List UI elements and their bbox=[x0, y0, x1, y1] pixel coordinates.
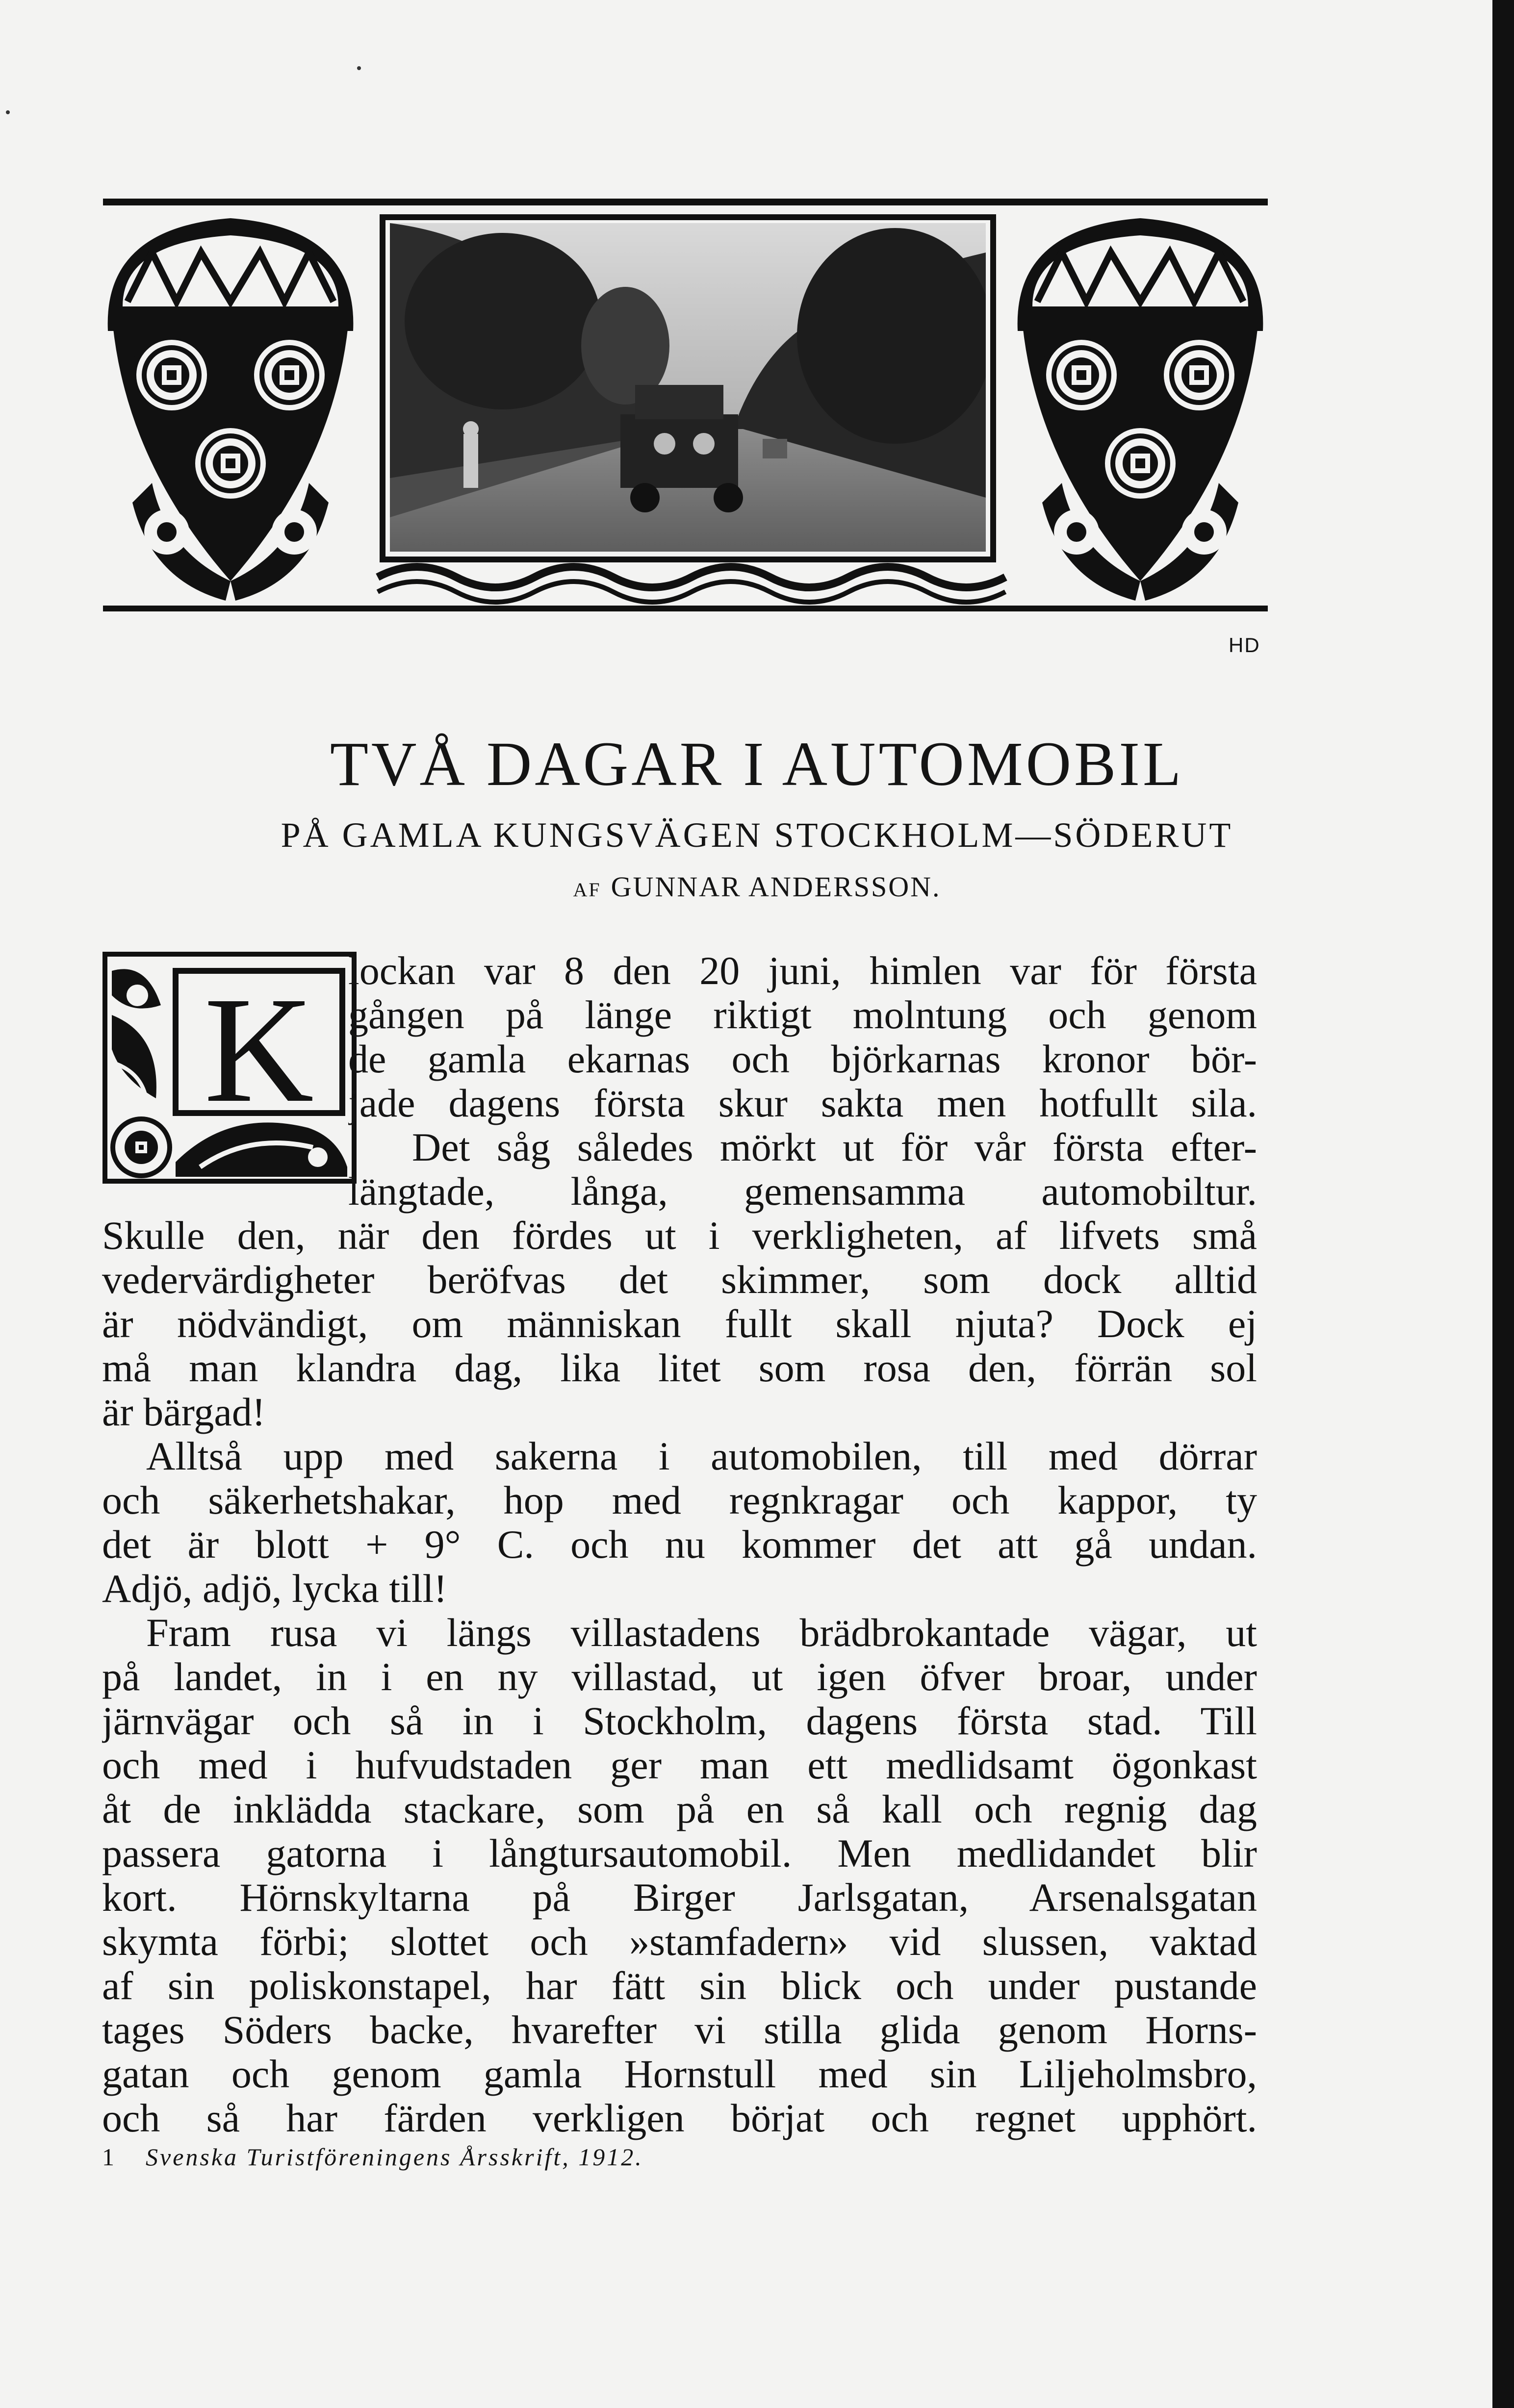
text-line: åt de inklädda stackare, som på en så kall och regnig dag bbox=[102, 1787, 1257, 1831]
page-edge bbox=[1492, 0, 1514, 2408]
text-line: de gamla ekarnas och björkarnas kronor bör- bbox=[348, 1037, 1257, 1081]
road-photograph bbox=[390, 223, 986, 552]
text-line: gången på länge riktigt molntung och genom bbox=[348, 993, 1257, 1037]
article-title: TVÅ DAGAR I AUTOMOBIL bbox=[330, 729, 1184, 799]
text-line: Fram rusa vi längs villastadens brädbrokantade vägar, ut bbox=[146, 1611, 1257, 1655]
text-line: järnvägar och så in i Stockholm, dagens första stad. Till bbox=[102, 1699, 1257, 1743]
footnote bbox=[102, 2143, 643, 2171]
text-line: Skulle den, när den fördes ut i verkligheten, af lifvets små bbox=[102, 1214, 1257, 1258]
text-line: skymta förbi; slottet och »stamfadern» vid slussen, vaktad bbox=[102, 1920, 1257, 1964]
text-line: Alltså upp med sakerna i automobilen, till med dörrar bbox=[146, 1434, 1257, 1478]
text-line: är bärgad! bbox=[102, 1390, 266, 1434]
text-line: kort. Hörnskyltarna på Birger Jarlsgatan, Arsenalsgatan bbox=[102, 1876, 1257, 1920]
footnote-number: 1 bbox=[102, 2143, 116, 2171]
text-line: passera gatorna i långtursautomobil. Men medlidandet blir bbox=[102, 1831, 1257, 1876]
text-line: och säkerhetshakar, hop med regnkragar och kappor, ty bbox=[102, 1478, 1257, 1522]
text-line: och så har färden verkligen börjat och regnet upphört. bbox=[102, 2096, 1257, 2140]
print-speck bbox=[6, 110, 10, 114]
print-speck bbox=[357, 66, 361, 70]
article-subtitle: PÅ GAMLA KUNGSVÄGEN STOCKHOLM—SÖDERUT bbox=[281, 815, 1233, 855]
drop-cap-letter: K bbox=[204, 966, 314, 1134]
text-line: på landet, in i en ny villastad, ut igen öfver broar, under bbox=[102, 1655, 1257, 1699]
author-name: GUNNAR ANDERSSON. bbox=[611, 871, 941, 903]
drop-cap-initial bbox=[102, 951, 357, 1184]
byline-prefix: AF bbox=[573, 879, 601, 901]
text-line: af sin poliskonstapel, har fätt sin blick och under pustande bbox=[102, 1964, 1257, 2008]
text-line: må man klandra dag, lika litet som rosa den, förrän sol bbox=[102, 1346, 1257, 1390]
ornamental-header bbox=[103, 199, 1268, 625]
text-line: lockan var 8 den 20 juni, himlen var för första bbox=[348, 949, 1257, 993]
footnote-text: Svenska Turistföreningens Årsskrift, 1912. bbox=[146, 2143, 643, 2171]
text-line: Det såg således mörkt ut för vår första efter- bbox=[412, 1125, 1257, 1169]
text-line: jade dagens första skur sakta men hotfullt sila. bbox=[348, 1081, 1257, 1125]
text-line: vedervärdigheter beröfvas det skimmer, som dock alltid bbox=[102, 1258, 1257, 1302]
text-line: är nödvändigt, om människan fullt skall njuta? Dock ej bbox=[102, 1302, 1257, 1346]
text-line: gatan och genom gamla Hornstull med sin Liljeholmsbro, bbox=[102, 2052, 1257, 2096]
byline bbox=[0, 870, 1514, 903]
text-line: Adjö, adjö, lycka till! bbox=[102, 1567, 447, 1611]
text-line: längtade, långa, gemensamma automobiltur. bbox=[348, 1169, 1257, 1214]
text-line: det är blott + 9° C. och nu kommer det att gå undan. bbox=[102, 1522, 1257, 1567]
text-line: och med i hufvudstaden ger man ett medlidsamt ögonkast bbox=[102, 1743, 1257, 1787]
artist-monogram: HD bbox=[1229, 634, 1260, 657]
text-line: tages Söders backe, hvarefter vi stilla glida genom Horns- bbox=[102, 2008, 1257, 2052]
